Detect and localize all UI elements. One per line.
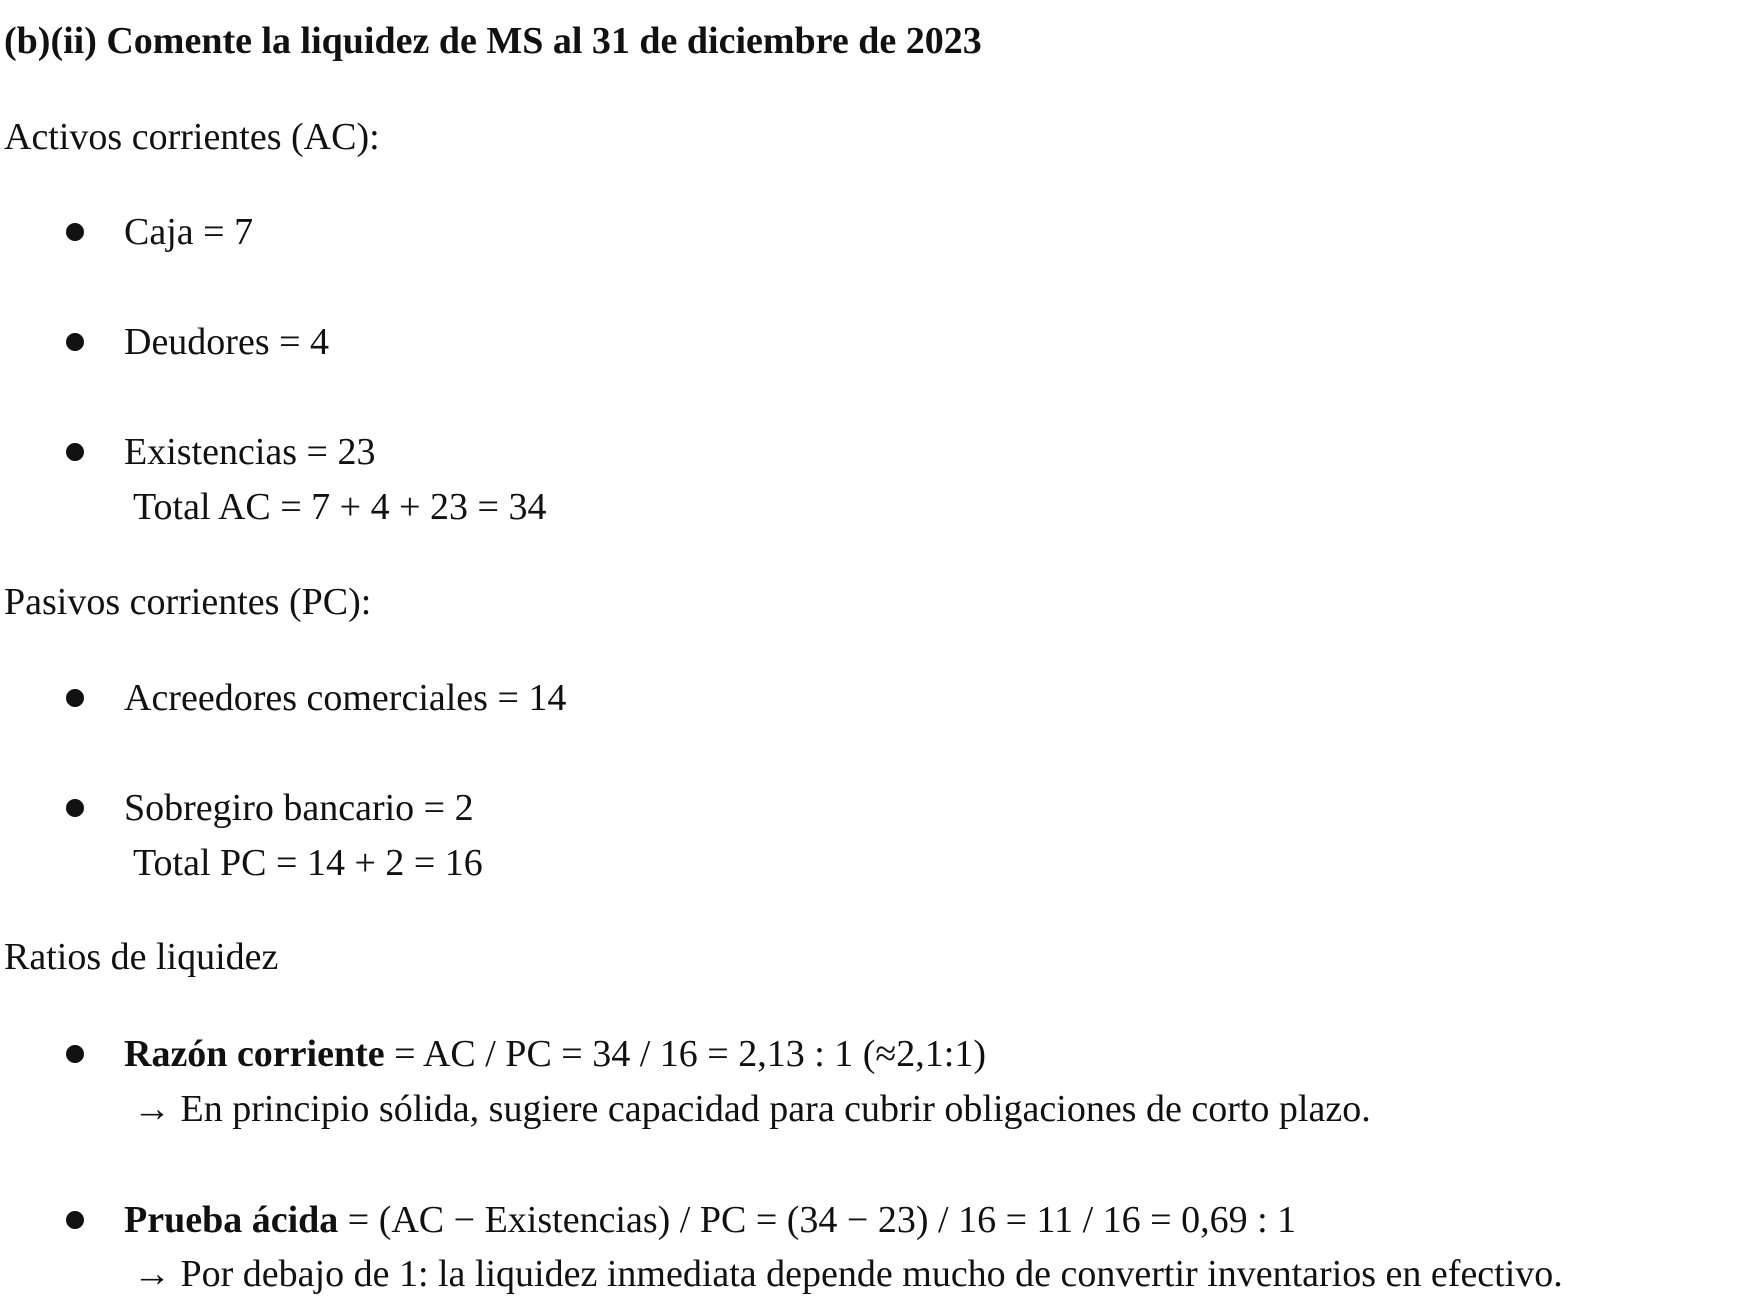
ratio-current-formula: = AC / PC = 34 / 16 = 2,13 : 1 (≈2,1:1) [384, 1033, 986, 1075]
bullet-icon [66, 443, 84, 461]
bullet-icon [66, 223, 84, 241]
liabilities-total: Total PC = 14 + 2 = 16 [133, 842, 483, 884]
question-title: (b)(ii) Comente la liquidez de MS al 31 de diciembre de 2023 [4, 20, 982, 62]
asset-item-existencias: Existencias = 23 [124, 431, 376, 473]
liability-item-sobregiro: Sobregiro bancario = 2 [124, 787, 474, 829]
ratio-current [124, 1035, 986, 1073]
ratio-acid-test-label: Prueba ácida [124, 1199, 339, 1241]
bullet-icon [66, 799, 84, 817]
ratio-acid-test-note: → Por debajo de 1: la liquidez inmediata depende mucho de convertir inventarios en efectivo. [133, 1253, 1563, 1295]
liability-item-acreedores: Acreedores comerciales = 14 [124, 677, 567, 719]
bullet-icon [66, 689, 84, 707]
current-liabilities-heading: Pasivos corrientes (PC): [4, 581, 372, 623]
ratio-current-label: Razón corriente [124, 1033, 385, 1075]
ratio-current-note: → En principio sólida, sugiere capacidad para cubrir obligaciones de corto plazo. [133, 1088, 1371, 1130]
ratios-heading: Ratios de liquidez [4, 936, 279, 978]
ratio-acid-test-formula: = (AC − Existencias) / PC = (34 − 23) / 16 = 11 / 16 = 0,69 : 1 [338, 1199, 1297, 1241]
bullet-icon [66, 1045, 84, 1063]
asset-item-deudores: Deudores = 4 [124, 321, 330, 363]
bullet-icon [66, 1211, 84, 1229]
bullet-icon [66, 333, 84, 351]
current-assets-heading: Activos corrientes (AC): [4, 116, 380, 158]
ratio-acid-test [124, 1201, 1296, 1239]
assets-total: Total AC = 7 + 4 + 23 = 34 [133, 486, 547, 528]
asset-item-caja: Caja = 7 [124, 211, 254, 253]
